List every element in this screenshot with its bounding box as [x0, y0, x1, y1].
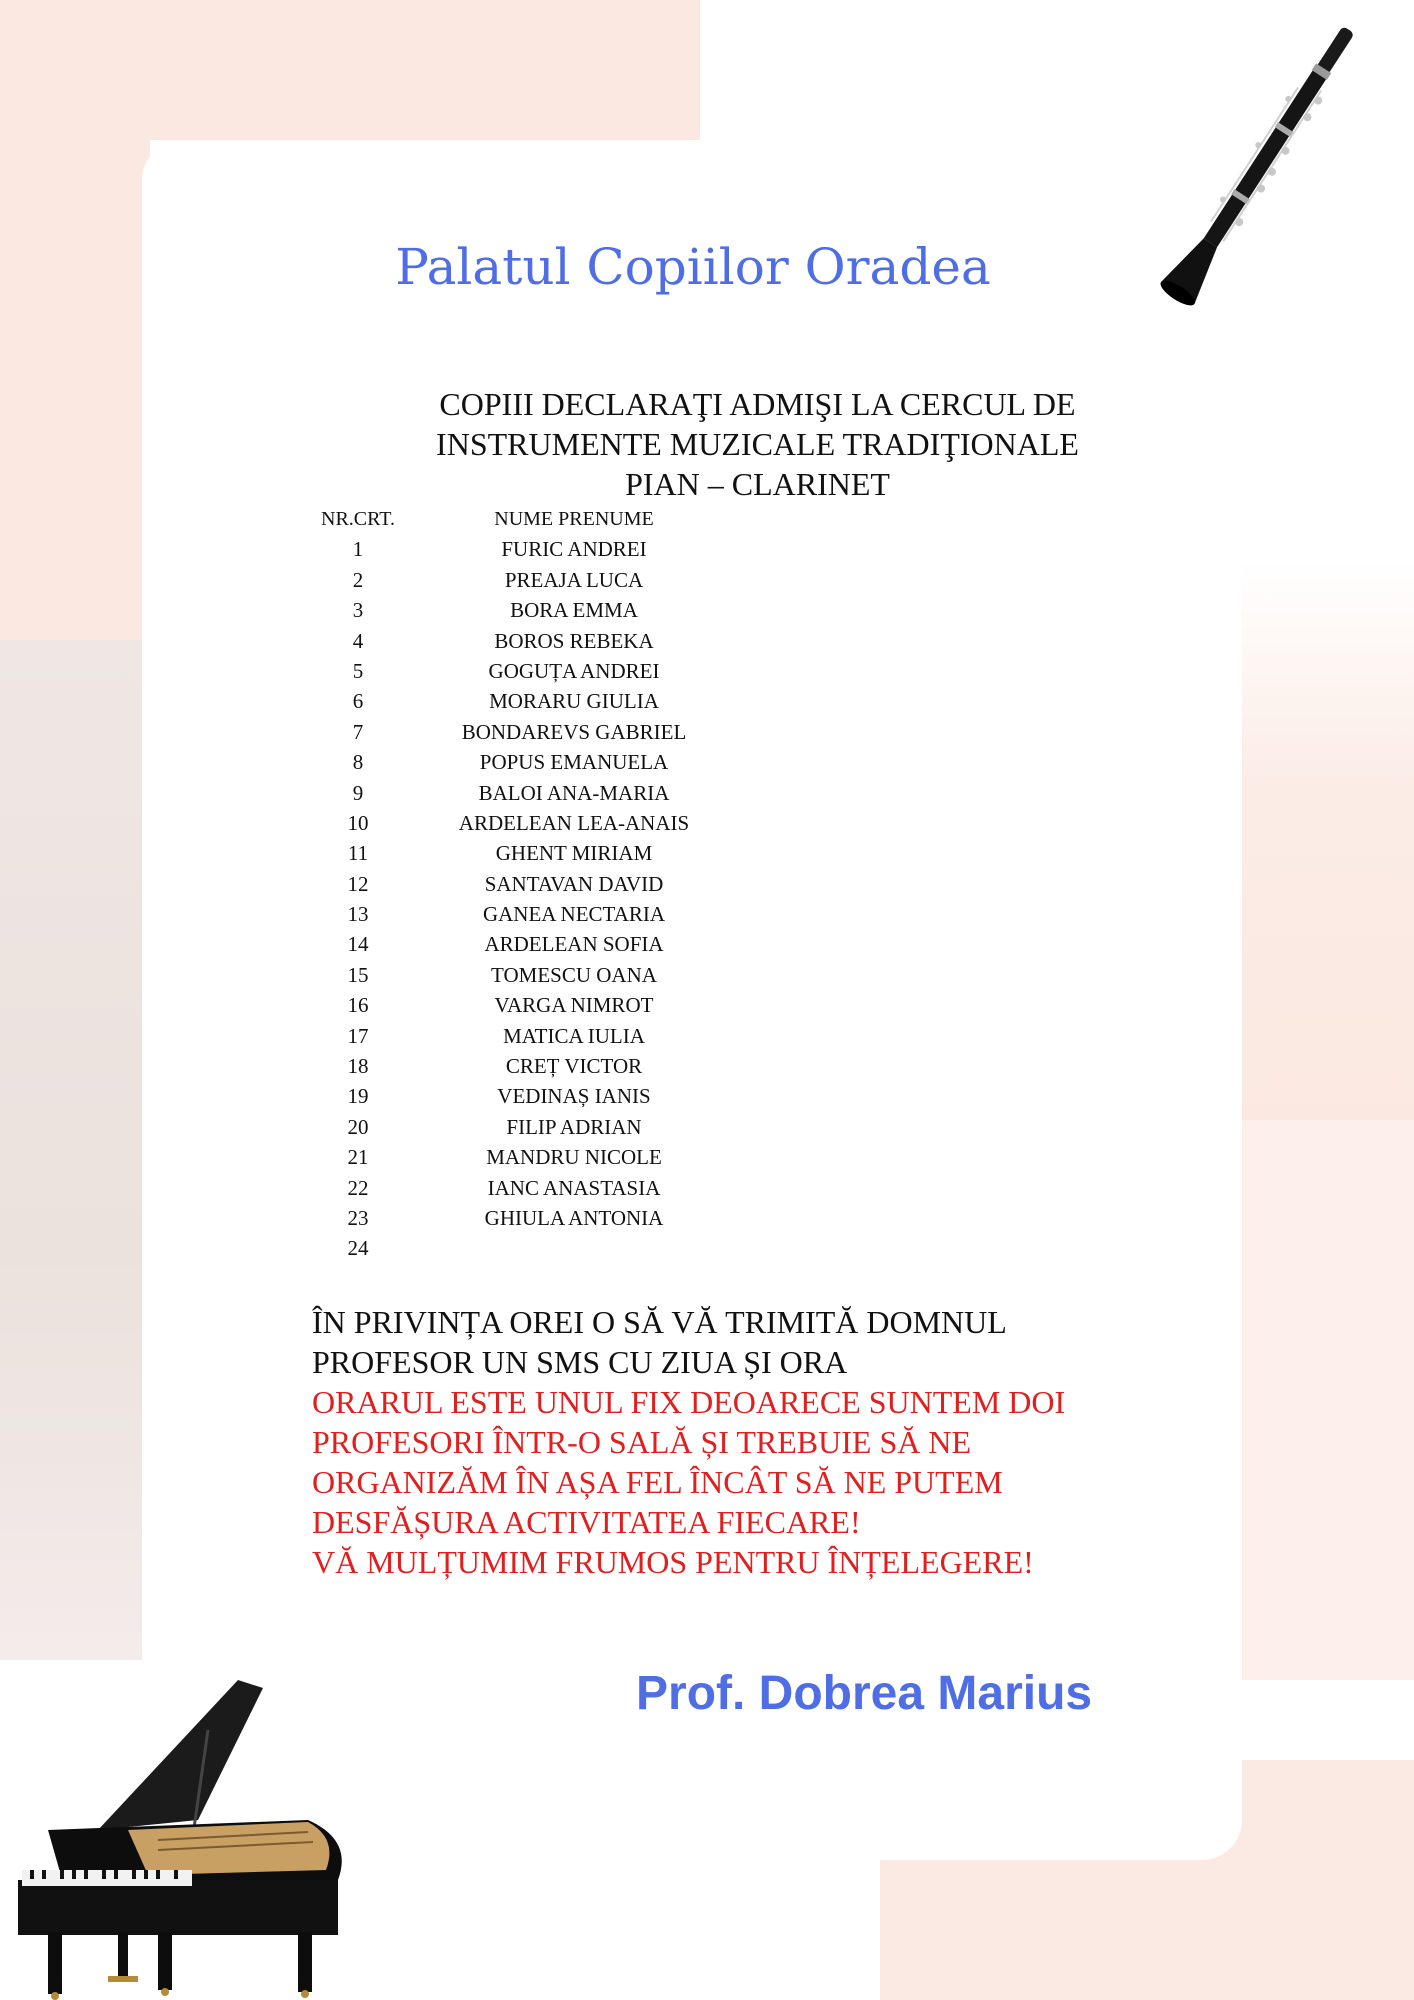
student-name: ARDELEAN LEA-ANAIS: [458, 810, 690, 835]
student-name: BALOI ANA-MARIA: [478, 780, 670, 805]
row-number: 21: [347, 1145, 369, 1170]
student-name: ARDELEAN SOFIA: [484, 932, 664, 957]
student-name: BORA EMMA: [510, 598, 638, 623]
heading-line: INSTRUMENTE MUZICALE TRADIŢIONALE: [436, 426, 1079, 462]
student-name: MORARU GIULIA: [489, 689, 659, 714]
heading-line: COPIII DECLARAŢI ADMIŞI LA CERCUL DE: [439, 386, 1076, 422]
row-number: 16: [347, 993, 369, 1018]
row-number: 6: [352, 689, 364, 714]
row-number: 19: [347, 1084, 369, 1109]
student-name: CREȚ VICTOR: [505, 1054, 643, 1079]
student-name: GOGUȚA ANDREI: [488, 658, 660, 683]
row-number: 9: [352, 780, 364, 805]
background-shape: [0, 640, 150, 1660]
student-name: SANTAVAN DAVID: [484, 871, 664, 896]
row-number: 14: [347, 932, 369, 957]
student-name: PREAJA LUCA: [504, 567, 644, 592]
column-header-name: NUME PRENUME: [494, 508, 654, 530]
page-title: Palatul Copiilor Oradea: [395, 238, 991, 296]
row-number: 11: [347, 841, 369, 866]
row-number: 17: [347, 1023, 369, 1048]
row-number: 18: [347, 1054, 369, 1079]
document-heading: [380, 384, 1135, 504]
student-name: POPUS EMANUELA: [479, 750, 669, 775]
student-name: MATICA IULIA: [503, 1023, 645, 1048]
student-name: BOROS REBEKA: [494, 628, 654, 653]
row-number: 23: [347, 1205, 369, 1230]
student-name: GHIULA ANTONIA: [484, 1205, 664, 1230]
heading-line: PIAN – CLARINET: [625, 466, 890, 502]
row-number: 8: [352, 750, 364, 775]
signature: Prof. Dobrea Marius: [636, 1667, 1093, 1720]
student-name: GANEA NECTARIA: [482, 902, 666, 927]
notice-text: [312, 1302, 1065, 1582]
row-number: 2: [352, 567, 364, 592]
student-name: FILIP ADRIAN: [506, 1114, 642, 1139]
column-header-nr: NR.CRT.: [321, 508, 395, 530]
row-number: 13: [347, 902, 369, 927]
row-number: 22: [347, 1175, 369, 1200]
notice-line-red: PROFESORI ÎNTR-O SALĂ ȘI TREBUIE SĂ NE: [312, 1424, 972, 1460]
background-shape: [0, 0, 150, 700]
student-name: IANC ANASTASIA: [487, 1175, 661, 1200]
notice-line-red: VĂ MULȚUMIM FRUMOS PENTRU ÎNȚELEGERE!: [312, 1544, 1034, 1580]
student-name: VARGA NIMROT: [494, 993, 654, 1018]
notice-line-red: ORGANIZĂM ÎN AȘA FEL ÎNCÂT SĂ NE PUTEM: [312, 1464, 1003, 1500]
row-number: 15: [347, 962, 369, 987]
row-number: 3: [352, 598, 364, 623]
piano-icon: [8, 1670, 348, 2000]
student-name: GHENT MIRIAM: [495, 841, 653, 866]
student-name: TOMESCU OANA: [491, 962, 657, 987]
row-number: 4: [352, 628, 364, 653]
notice-line-red: DESFĂȘURA ACTIVITATEA FIECARE!: [312, 1504, 861, 1540]
notice-line: ÎN PRIVINȚA OREI O SĂ VĂ TRIMITĂ DOMNUL: [312, 1304, 1007, 1340]
row-number: 10: [347, 810, 369, 835]
student-name: FURIC ANDREI: [501, 537, 647, 562]
row-number: 5: [352, 658, 364, 683]
background-shape: [1240, 1120, 1414, 1680]
row-number: 7: [352, 719, 364, 744]
row-number: 12: [347, 871, 369, 896]
student-name: BONDAREVS GABRIEL: [461, 719, 687, 744]
row-number: 1: [352, 537, 364, 562]
row-number: 20: [347, 1114, 369, 1139]
row-number: 24: [347, 1236, 369, 1261]
notice-line-red: ORARUL ESTE UNUL FIX DEOARECE SUNTEM DOI: [312, 1384, 1066, 1420]
notice-line: PROFESOR UN SMS CU ZIUA ȘI ORA: [312, 1344, 848, 1380]
student-name: MANDRU NICOLE: [486, 1145, 662, 1170]
student-name: VEDINAȘ IANIS: [497, 1084, 651, 1109]
